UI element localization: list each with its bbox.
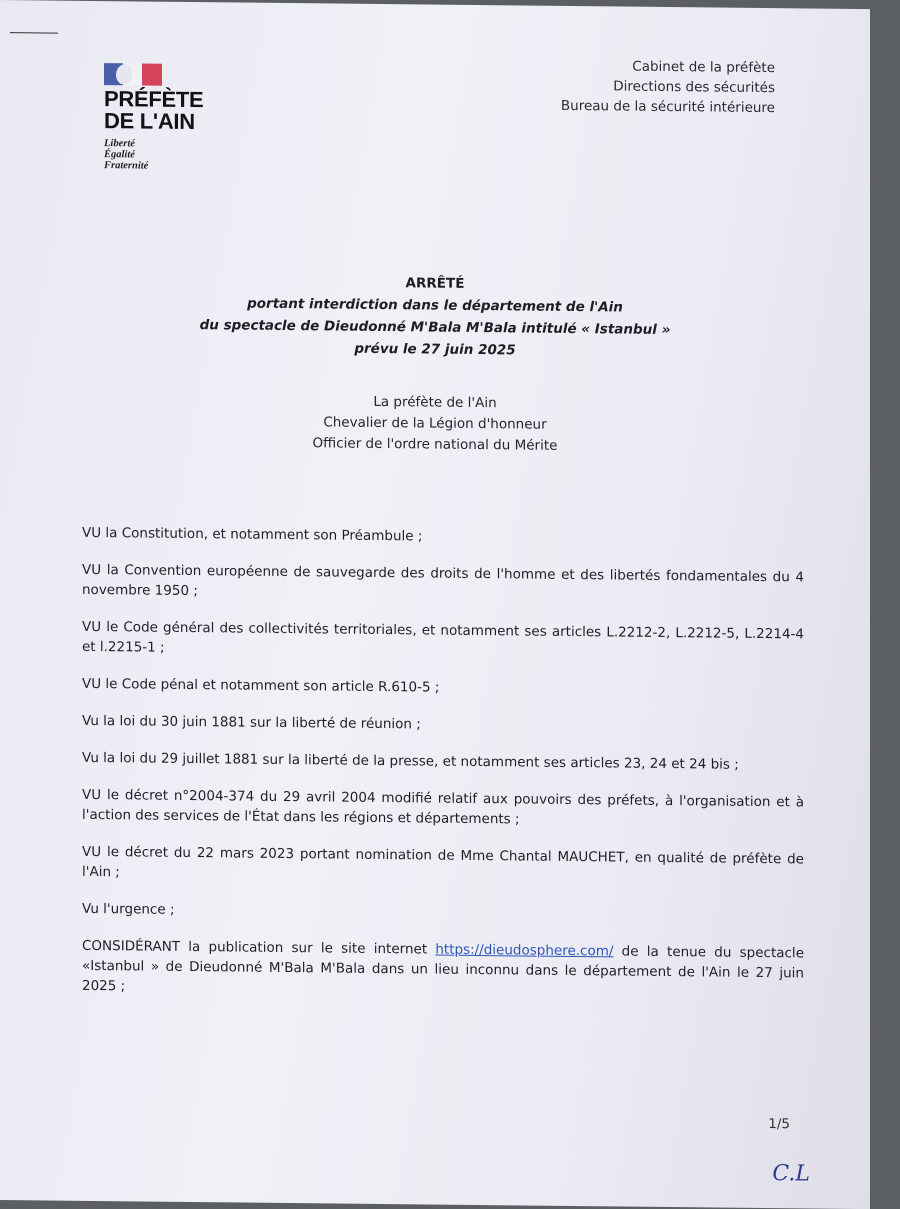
decree-title [0,268,870,365]
decree-heading: ARRÊTÉ [405,275,465,292]
considerant-paragraph: CONSIDÉRANT la publication sur le site internet https://dieudosphere.com/ de la tenue du spectacle «Istanbul » de Dieudonné M'Bala M'Bala dans un lieu inconnu dans le département de l'Ain le 27 juin 2025 ; [82,937,804,995]
visa-paragraph: VU le décret du 22 mars 2023 portant nomination de Mme Chantal MAUCHET, en qualité de préfète de l'Ain ; [82,843,804,881]
decree-subtitle-line: prévu le 27 juin 2025 [354,340,516,359]
visa-paragraph: VU le décret n°2004-374 du 29 avril 2004 modifié relatif aux pouvoirs des préfets, à l'organisation et à l'action des services de l'État dans les régions et départements ; [82,786,804,828]
logo-title: PRÉFÈTE DE L'AIN [104,86,204,135]
visa-paragraph: Vu la loi du 30 juin 1881 sur la liberté de réunion ; [82,712,421,733]
page-number: 1/5 [768,1116,790,1133]
prefecture-logo [104,63,203,172]
decree-subtitle-line: portant interdiction dans le département de l'Ain [247,295,623,316]
decree-subtitle-line: du spectacle de Dieudonné M'Bala M'Bala intitulé « Istanbul » [199,317,671,339]
visa-paragraph: VU la Constitution, et notamment son Préambule ; [82,524,423,545]
marianne-flag-icon [104,63,162,86]
visa-paragraph: Vu la loi du 29 juillet 1881 sur la liberté de la presse, et notamment ses articles 23, 24 et 24 bis ; [82,749,739,773]
authority-block: La préfète de l'Ain Chevalier de la Légion d'honneur Officier de l'ordre national du Mérite [312,393,558,454]
issuing-service: Cabinet de la préfète Directions des sécurités Bureau de la sécurité intérieure [560,58,775,117]
top-rule [10,32,58,34]
visa-paragraph: VU le Code pénal et notamment son article R.610-5 ; [82,675,440,696]
decree-body [82,523,804,1021]
logo-motto: Liberté Égalité Fraternité [104,138,149,172]
visa-paragraph: VU la Convention européenne de sauvegarde des droits de l'homme et des libertés fondamentales du 4 novembre 1950 ; [82,561,804,600]
handwritten-initials: C.L [772,1161,810,1187]
dieudosphere-link[interactable]: https://dieudosphere.com/ [435,941,614,960]
visa-paragraph: Vu l'urgence ; [82,900,175,918]
visa-paragraph: VU le Code général des collectivités territoriales, et notamment ses articles L.2212-2, L.2212-5, L.2214-4 et l.2215-1 ; [82,618,804,656]
